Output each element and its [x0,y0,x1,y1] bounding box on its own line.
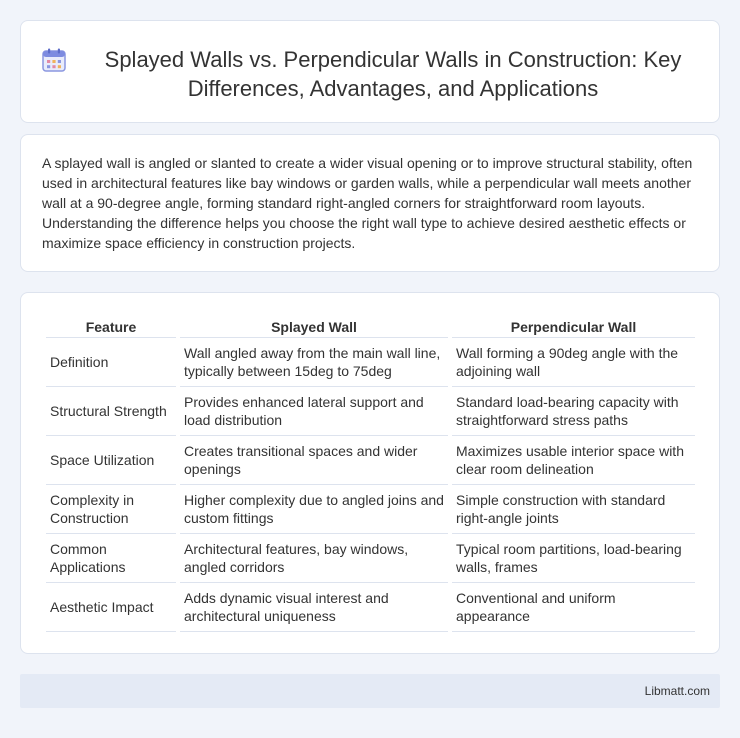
feature-cell: Definition [46,338,176,387]
header-perpendicular-wall: Perpendicular Wall [452,316,695,338]
feature-cell: Space Utilization [46,436,176,485]
perpendicular-cell: Standard load-bearing capacity with straightforward stress paths [452,387,695,436]
table-row [46,485,695,534]
splayed-cell: Higher complexity due to angled joins and custom fittings [180,485,448,534]
table-row [46,583,695,632]
feature-cell: Complexity in Construction [46,485,176,534]
splayed-cell: Creates transitional spaces and wider openings [180,436,448,485]
splayed-cell: Architectural features, bay windows, angled corridors [180,534,448,583]
splayed-cell: Wall angled away from the main wall line, typically between 15deg to 75deg [180,338,448,387]
intro-card [20,134,720,272]
perpendicular-cell: Wall forming a 90deg angle with the adjoining wall [452,338,695,387]
comparison-card [20,292,720,654]
table-header-row [46,316,695,338]
calendar-icon [41,47,67,73]
table-row [46,387,695,436]
perpendicular-cell: Conventional and uniform appearance [452,583,695,632]
splayed-cell: Adds dynamic visual interest and architectural uniqueness [180,583,448,632]
intro-paragraph: A splayed wall is angled or slanted to create a wider visual opening or to improve structural stability, often used in architectural features like bay windows or garden walls, while a perpendicular wall meets another wall at a 90-degree angle, forming standard right-angled corners for straightforward room layouts. Understanding the difference helps you choose the right wall type to achieve desired aesthetic effects or maximize space efficiency in construction projects. [42,155,693,251]
footer-bar [20,674,720,708]
title-row [21,21,719,103]
title-card [20,20,720,123]
feature-cell: Structural Strength [46,387,176,436]
feature-cell: Aesthetic Impact [46,583,176,632]
table-row [46,338,695,387]
splayed-cell: Provides enhanced lateral support and load distribution [180,387,448,436]
footer-brand: Libmatt.com [644,684,710,698]
perpendicular-cell: Typical room partitions, load-bearing walls, frames [452,534,695,583]
table-row [46,534,695,583]
page-title: Splayed Walls vs. Perpendicular Walls in Construction: Key Differences, Advantages, and Applications [104,47,682,101]
header-splayed-wall: Splayed Wall [180,316,448,338]
perpendicular-cell: Maximizes usable interior space with clear room delineation [452,436,695,485]
header-feature: Feature [46,316,176,338]
feature-cell: Common Applications [46,534,176,583]
perpendicular-cell: Simple construction with standard right-angle joints [452,485,695,534]
table-row [46,436,695,485]
comparison-table [42,316,699,632]
